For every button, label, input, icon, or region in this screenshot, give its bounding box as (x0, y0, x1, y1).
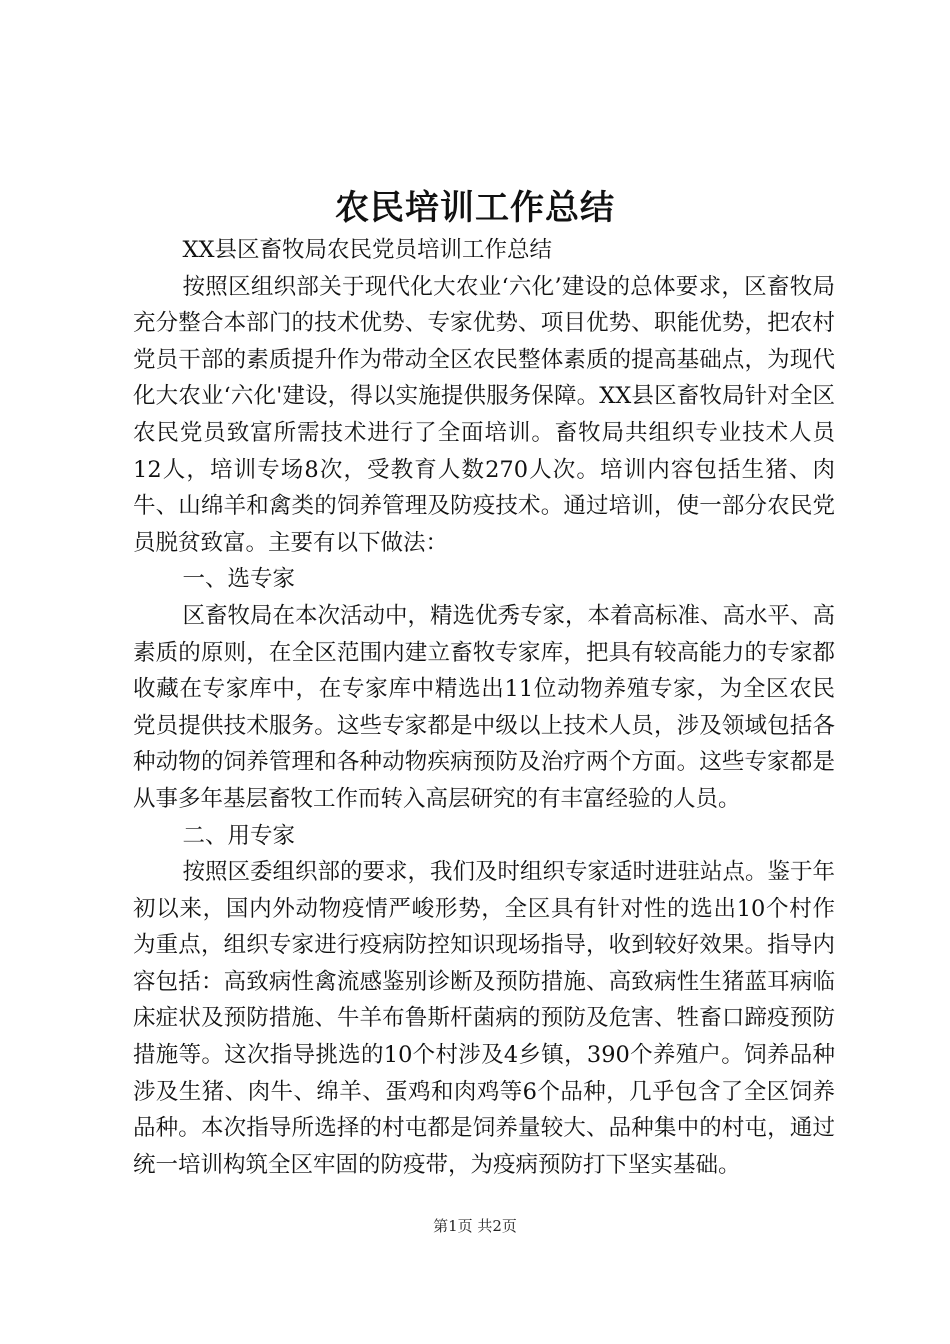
document-title: 农民培训工作总结 (335, 188, 615, 228)
paragraph-subtitle: XX县区畜牧局农民党员培训工作总结 (182, 237, 553, 263)
paragraph-section-2: 按照区委组织部的要求，我们及时组织专家适时进驻站点。鉴于年初以来，国内外动物疫情严峻形势，全区具有针对性的选出10个村作为重点，组织专家进行疫病防控知识现场指导，收到较好效果。指导内容包括：高致病性禽流感鉴别诊断及预防措施、高致病性生猪蓝耳病临床症状及预防措施、牛羊布鲁斯杆菌病的预防及危害、牲畜口蹄疫预防措施等。这次指导挑选的10个村涉及4乡镇，390个养殖户。饲养品种涉及生猪、肉牛、绵羊、蛋鸡和肉鸡等6个品种，几乎包含了全区饲养品种。本次指导所选择的村屯都是饲养量较大、品种集中的村屯，通过统一培训构筑全区牢固的防疫带，为疫病预防打下坚实基础。 (133, 859, 836, 1178)
page-number: 第1页 共2页 (433, 1217, 517, 1235)
document-body (133, 232, 835, 1183)
paragraph-section-1: 区畜牧局在本次活动中，精选优秀专家，本着高标准、高水平、高素质的原则，在全区范围内建立畜牧专家库，把具有较高能力的专家都收藏在专家库中，在专家库中精选出11位动物养殖专家，为全区农民党员提供技术服务。这些专家都是中级以上技术人员，涉及领域包括各种动物的饲养管理和各种动物疾病预防及治疗两个方面。这些专家都是从事多年基层畜牧工作而转入高层研究的有丰富经验的人员。 (133, 602, 836, 812)
paragraph-intro: 按照区组织部关于现代化大农业‘六化’建设的总体要求，区畜牧局充分整合本部门的技术优势、专家优势、项目优势、职能优势，把农村党员干部的素质提升作为带动全区农民整体素质的提高基础点，为现代化大农业‘六化'建设，得以实施提供服务保障。XX县区畜牧局针对全区农民党员致富所需技术进行了全面培训。畜牧局共组织专业技术人员12人，培训专场8次，受教育人数270人次。培训内容包括生猪、肉牛、山绵羊和禽类的饲养管理及防疫技术。通过培训，使一部分农民党员脱贫致富。主要有以下做法： (133, 273, 835, 556)
section-heading-2: 二、用专家 (182, 822, 296, 849)
section-heading-1: 一、选专家 (182, 566, 296, 593)
